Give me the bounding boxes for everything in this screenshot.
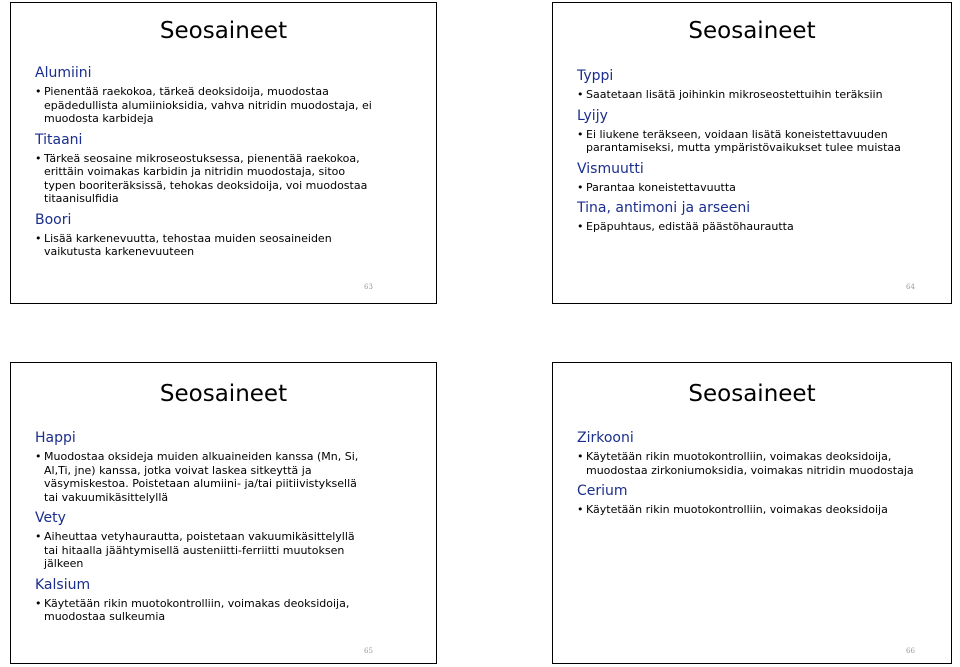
section-heading: Tina, antimoni ja arseeni	[577, 200, 751, 216]
bullet-text: • Tärkeä seosaine mikroseostuksessa, pienentää raekokoa, erittäin voimakas karbidin ja nitridin muodostaja, sitoo typen booriteräksissä, tehokas deoksidoija, voi muodostaa titaanisulfidia	[35, 152, 375, 206]
section-heading: Happi	[35, 430, 76, 446]
bullet-text: • Muodostaa oksideja muiden alkuaineiden kanssa (Mn, Si, Al,Ti, jne) kanssa, jotka voivat laskea sitkeyttä ja väsymiskestoa. Poistetaan alumiini- ja/tai piitiivistyksellä tai vakuumikäsittelyllä	[35, 450, 370, 504]
section-heading: Kalsium	[35, 576, 91, 593]
bullet-text: • Käytetään rikin muotokontrolliin, voimakas deoksidoija, muodostaa sulkeumia	[35, 597, 370, 624]
slide-number: 63	[364, 283, 373, 291]
section-heading: Cerium	[577, 483, 628, 499]
bullet-text: • Aiheuttaa vetyhaurautta, poistetaan vakuumikäsittelyllä tai hitaalla jäähtymisellä austeniitti-ferriitti muutoksen jälkeen	[35, 530, 370, 571]
bullet-text: • Käytetään rikin muotokontrolliin, voimakas deoksidoija	[577, 503, 922, 517]
bullet-text: • Pienentää raekokoa, tärkeä deoksidoija, muodostaa epädedullista alumiinioksidia, vahva nitridin muodostaja, ei muodosta karbideja	[35, 85, 375, 126]
slide-content	[577, 68, 937, 240]
section-heading: Alumiini	[35, 65, 92, 81]
section-heading: Zirkooni	[577, 430, 634, 446]
slide-number: 65	[364, 647, 373, 655]
section-heading: Vismuutti	[577, 160, 644, 177]
slide-65	[10, 362, 437, 664]
slide-number: 64	[906, 283, 915, 291]
slide-title: Seosaineet	[159, 18, 288, 44]
slide-number: 66	[906, 647, 915, 655]
section-heading: Vety	[35, 510, 66, 526]
bullet-text: • Ei liukene teräkseen, voidaan lisätä koneistettavuuden parantamiseksi, mutta ympäristövaikukset tulee muistaa	[577, 128, 937, 155]
slide-64	[552, 2, 952, 304]
slide-title: Seosaineet	[159, 381, 288, 407]
slide-content	[35, 430, 370, 630]
bullet-text: • Epäpuhtaus, edistää päästöhaurautta	[577, 220, 937, 234]
slide-content	[35, 65, 375, 265]
slide-63	[10, 2, 437, 304]
section-heading: Boori	[35, 211, 72, 228]
bullet-text: • Saatetaan lisätä joihinkin mikroseostettuihin teräksiin	[577, 88, 937, 102]
slide-title: Seosaineet	[688, 381, 816, 407]
bullet-text: • Käytetään rikin muotokontrolliin, voimakas deoksidoija, muodostaa zirkoniumoksidia, voimakas nitridin muodostaja	[577, 450, 922, 477]
slide-title: Seosaineet	[688, 18, 816, 44]
slide-66	[552, 362, 952, 664]
bullet-text: • Lisää karkenevuutta, tehostaa muiden seosaineiden vaikutusta karkenevuuteen	[35, 232, 375, 259]
bullet-text: • Parantaa koneistettavuutta	[577, 181, 937, 195]
section-heading: Lyijy	[577, 107, 608, 124]
section-heading: Titaani	[35, 131, 83, 148]
section-heading: Typpi	[577, 68, 614, 84]
slide-content	[577, 430, 922, 523]
